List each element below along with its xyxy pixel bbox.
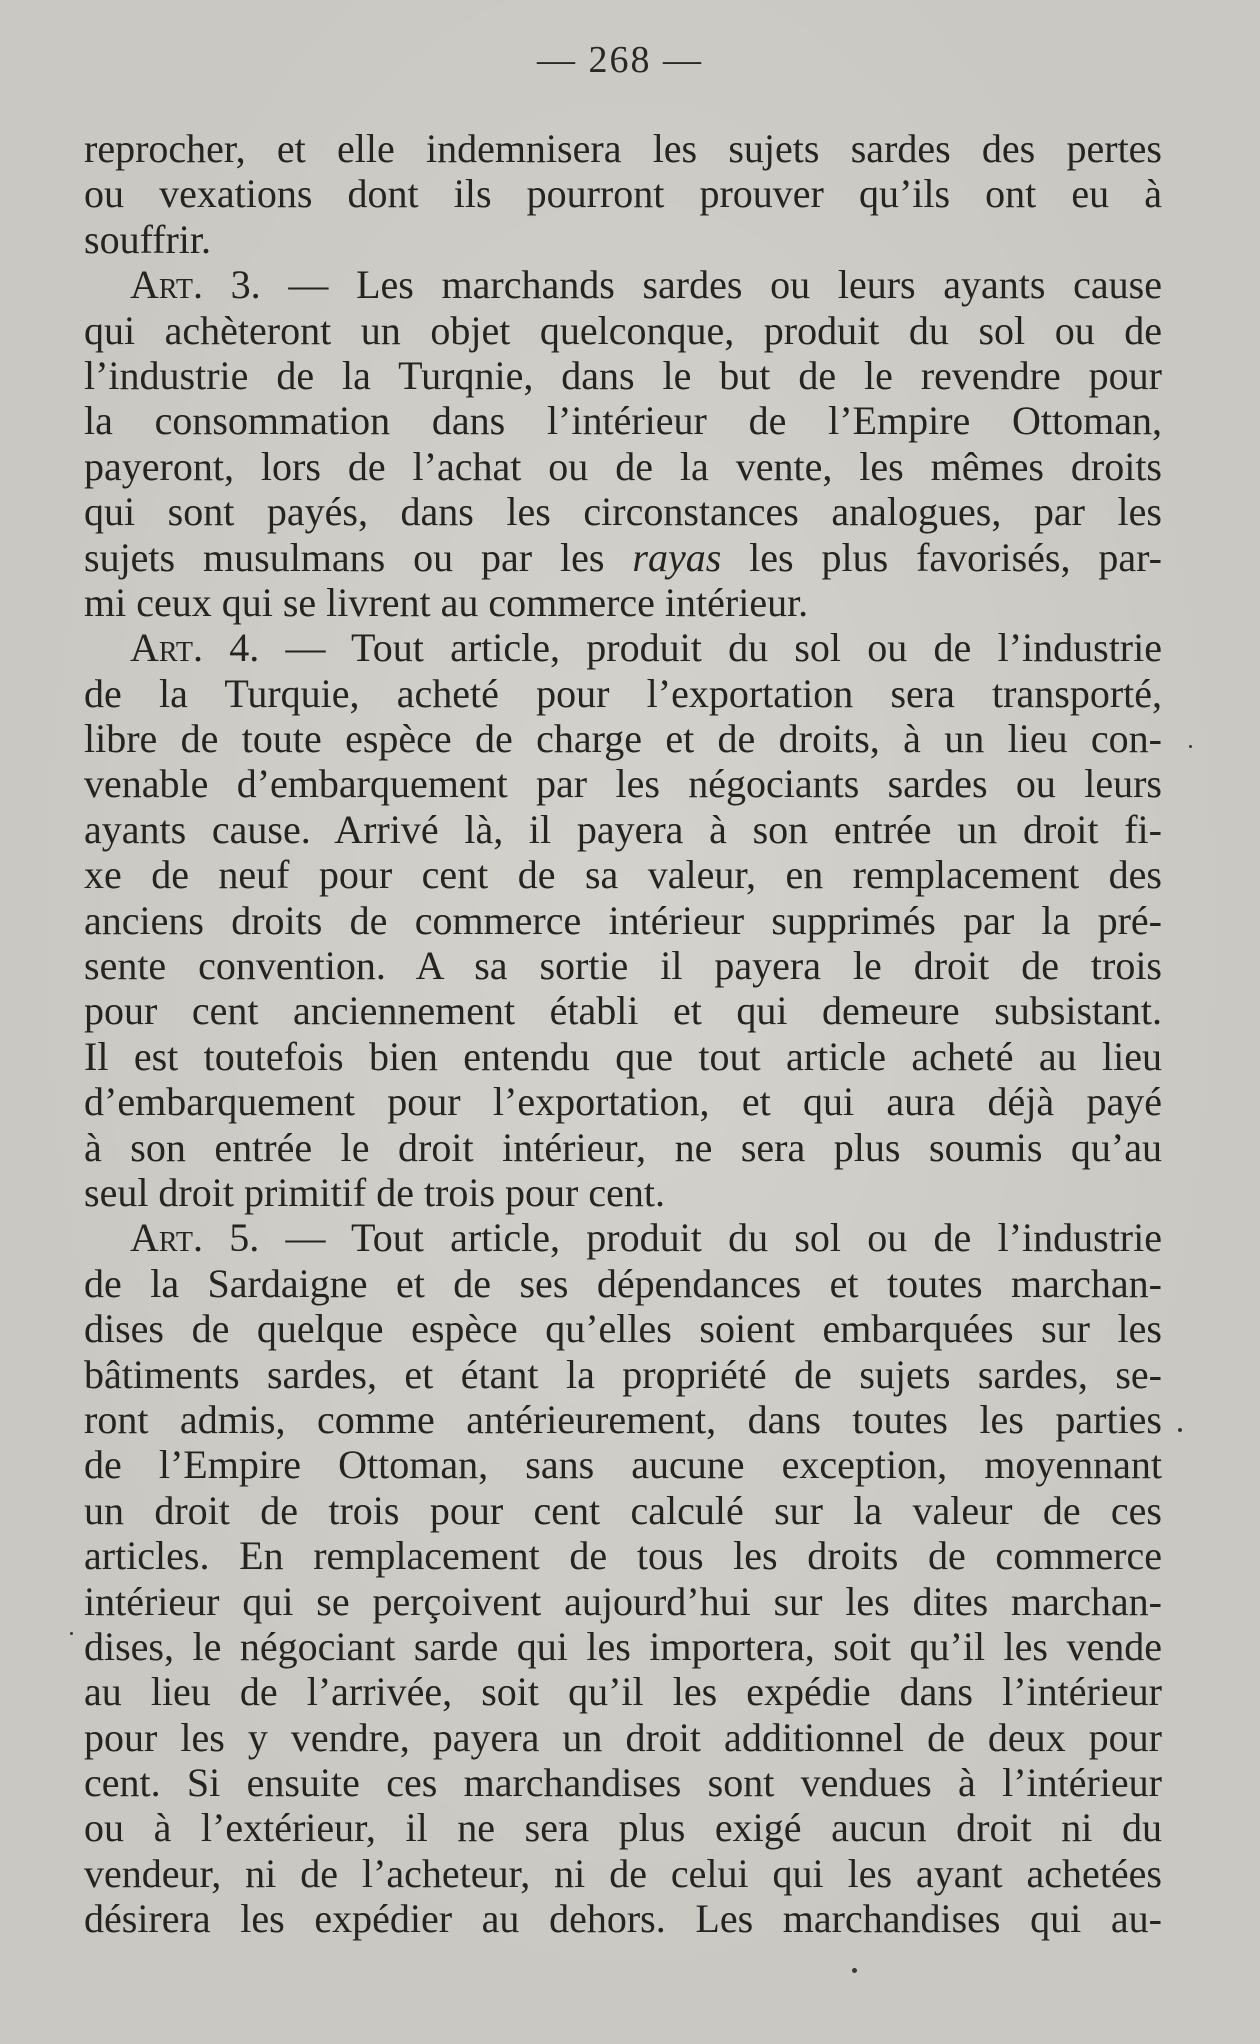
line-text: vendeur, ni de l’acheteur, ni de celui qui les ayant achetées (84, 1850, 1162, 1896)
line-text: venable d’embarquement par les négociants sardes ou leurs (84, 761, 1162, 807)
line-text: Il est toutefois bien entendu que tout article acheté au lieu (84, 1033, 1162, 1079)
text-line (84, 1125, 1162, 1170)
text-line (84, 262, 1162, 307)
line-text: — Tout article, produit du sol ou de l’industrie (259, 1215, 1162, 1261)
text-line (84, 625, 1162, 670)
text-line (84, 716, 1162, 761)
text-line (84, 1533, 1162, 1578)
line-text: ou vexations dont ils pourront prouver qu’ils ont eu à (84, 171, 1162, 217)
text-line (84, 1034, 1162, 1079)
line-text: ayants cause. Arrivé là, il payera à son entrée un droit fi- (84, 806, 1162, 852)
text-line (84, 1306, 1162, 1351)
print-speck (1189, 745, 1192, 748)
line-text-continued: les plus favorisés, par- (721, 534, 1162, 580)
text-line (84, 671, 1162, 716)
print-speck (1178, 1428, 1182, 1432)
line-text: dises, le négociant sarde qui les importera, soit qu’il les vende (84, 1623, 1162, 1669)
line-text: la consommation dans l’intérieur de l’Empire Ottoman, (84, 398, 1162, 444)
line-text: de la Turquie, acheté pour l’exportation sera transporté, (84, 670, 1162, 716)
text-line (84, 535, 1162, 580)
text-line (84, 1215, 1162, 1260)
text-line (84, 1397, 1162, 1442)
text-line (84, 353, 1162, 398)
text-line (84, 943, 1162, 988)
text-line (84, 1442, 1162, 1487)
text-line (84, 1352, 1162, 1397)
line-text: xe de neuf pour cent de sa valeur, en remplacement des (84, 852, 1162, 898)
line-text: de l’Empire Ottoman, sans aucune exception, moyennant (84, 1442, 1162, 1488)
text-line (84, 1079, 1162, 1124)
line-text: reprocher, et elle indemnisera les sujets sardes des pertes (84, 126, 1162, 171)
text-line (84, 308, 1162, 353)
italic-term: rayas (632, 534, 722, 580)
text-line (84, 580, 1162, 625)
text-line (84, 1624, 1162, 1669)
line-text: l’industrie de la Turqnie, dans le but de le revendre pour (84, 352, 1162, 398)
text-line (84, 1579, 1162, 1624)
line-text: seul droit primitif de trois pour cent. (84, 1169, 665, 1215)
text-line (84, 1805, 1162, 1850)
line-text: qui achèteront un objet quelconque, produit du sol ou de (84, 307, 1162, 353)
text-line (84, 171, 1162, 216)
line-text: articles. En remplacement de tous les droits de commerce (84, 1533, 1162, 1579)
line-text: payeront, lors de l’achat ou de la vente, les mêmes droits (84, 443, 1162, 489)
text-line (84, 852, 1162, 897)
print-speck (852, 1968, 857, 1973)
text-line (84, 1669, 1162, 1714)
line-text: ront admis, comme antérieurement, dans toutes les parties (84, 1396, 1162, 1442)
line-text: mi ceux qui se livrent au commerce intérieur. (84, 579, 809, 625)
line-text: à son entrée le droit intérieur, ne sera plus soumis qu’au (84, 1124, 1162, 1170)
line-text: qui sont payés, dans les circonstances analogues, par les (84, 489, 1162, 535)
line-text: cent. Si ensuite ces marchandises sont vendues à l’intérieur (84, 1760, 1162, 1806)
line-text: pour cent anciennement établi et qui demeure subsistant. (84, 988, 1162, 1034)
text-line (84, 988, 1162, 1033)
text-line (84, 1851, 1162, 1896)
article-label: Art. 5. (130, 1215, 260, 1261)
line-text: bâtiments sardes, et étant la propriété de sujets sardes, se- (84, 1351, 1162, 1397)
line-text: anciens droits de commerce intérieur supprimés par la pré- (84, 897, 1162, 943)
text-line (84, 1170, 1162, 1215)
line-text: — Les marchands sardes ou leurs ayants cause (260, 262, 1162, 308)
body-text (84, 126, 1162, 1942)
line-text: de la Sardaigne et de ses dépendances et toutes marchan- (84, 1260, 1162, 1306)
print-speck (70, 1632, 73, 1635)
line-text: ou à l’extérieur, il ne sera plus exigé aucun droit ni du (84, 1805, 1162, 1851)
line-text: pour les y vendre, payera un droit additionnel de deux pour (84, 1714, 1162, 1760)
line-text: d’embarquement pour l’exportation, et qui aura déjà payé (84, 1079, 1162, 1125)
line-text: au lieu de l’arrivée, soit qu’il les expédie dans l’intérieur (84, 1669, 1162, 1715)
text-line (84, 1896, 1162, 1941)
line-text: libre de toute espèce de charge et de droits, à un lieu con- (84, 716, 1162, 762)
line-text: souffrir. (84, 216, 212, 262)
text-line (84, 807, 1162, 852)
text-line (84, 761, 1162, 806)
article-label: Art. 3. (130, 262, 261, 308)
line-text: sujets musulmans ou par les (84, 534, 633, 580)
text-line (84, 898, 1162, 943)
article-label: Art. 4. (130, 625, 260, 671)
text-line (84, 1261, 1162, 1306)
text-line (84, 1488, 1162, 1533)
text-line (84, 398, 1162, 443)
line-text: intérieur qui se perçoivent aujourd’hui sur les dites marchan- (84, 1578, 1162, 1624)
text-line (84, 1715, 1162, 1760)
line-text: — Tout article, produit du sol ou de l’industrie (259, 625, 1162, 671)
text-line (84, 489, 1162, 534)
line-text: un droit de trois pour cent calculé sur la valeur de ces (84, 1487, 1162, 1533)
text-line (84, 1760, 1162, 1805)
line-text: dises de quelque espèce qu’elles soient embarquées sur les (84, 1306, 1162, 1352)
text-line (84, 217, 1162, 262)
text-line (84, 126, 1162, 171)
page-number: — 268 — (537, 39, 703, 81)
line-text: désirera les expédier au dehors. Les marchandises qui au- (84, 1896, 1162, 1942)
line-text: sente convention. A sa sortie il payera le droit de trois (84, 943, 1162, 989)
text-line (84, 444, 1162, 489)
